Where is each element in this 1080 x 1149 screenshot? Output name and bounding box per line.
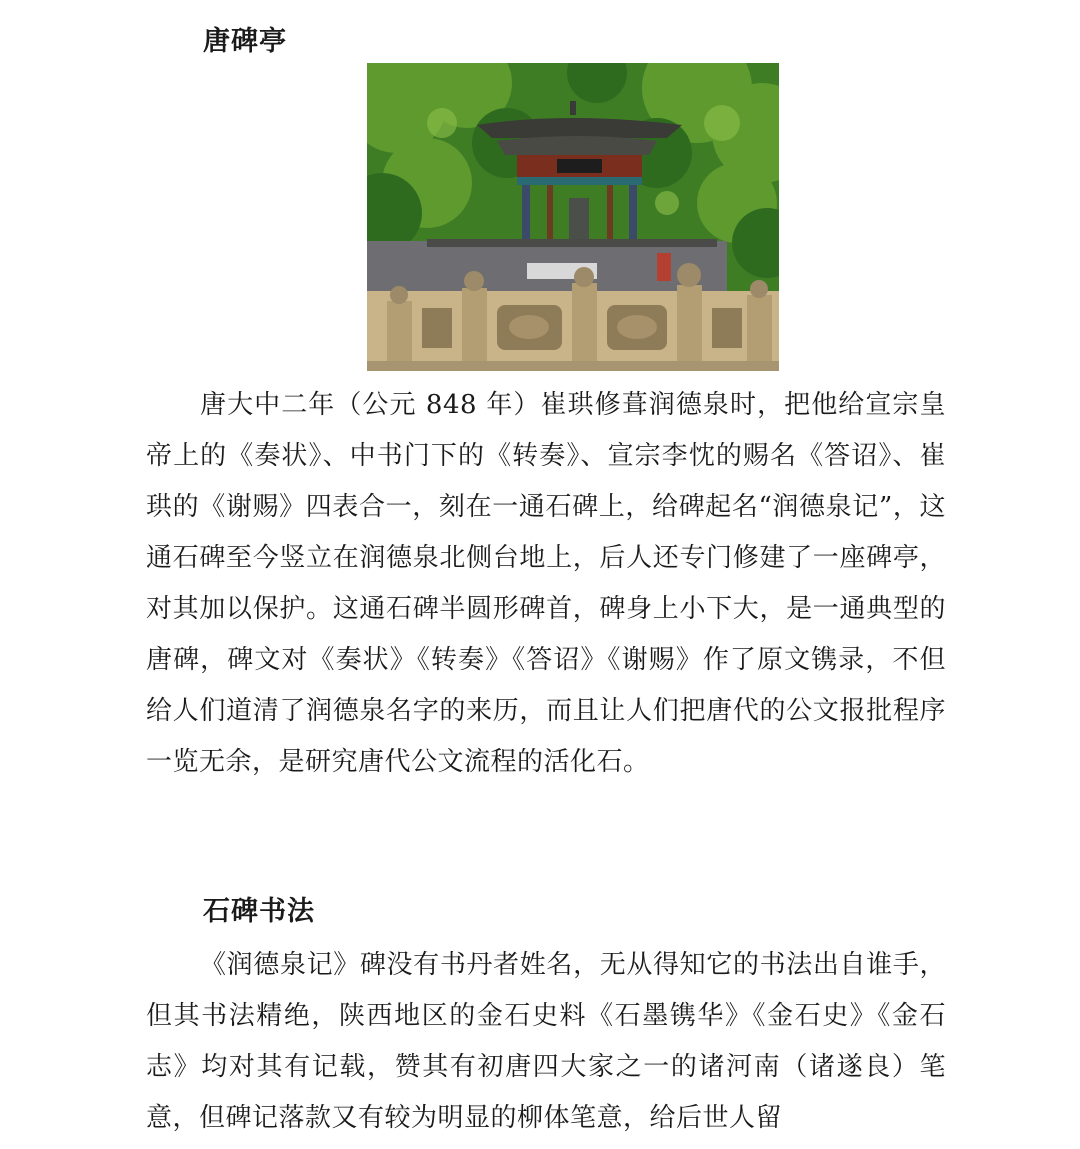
- section-heading-calligraphy: 石碑书法: [203, 896, 315, 927]
- section-paragraph-calligraphy: 《润德泉记》碑没有书丹者姓名，无从得知它的书法出自谁手，但其书法精绝，陕西地区的金石史料《石墨镌华》《金石史》《金石志》均对其有记载，赞其有初唐四大家之一的诸河南（诸遂良）笔意，但碑记落款又有较为明显的柳体笔意，给后世人留: [146, 950, 946, 1133]
- pavilion-photo-image: [367, 63, 779, 371]
- section-paragraph-pavilion: 唐大中二年（公元 848 年）崔珙修葺润德泉时，把他给宣宗皇帝上的《奏状》、中书门下的《转奏》、宣宗李忱的赐名《答诏》、崔珙的《谢赐》四表合一，刻在一通石碑上，给碑起名“润德泉记”，这通石碑至今竖立在润德泉北侧台地上，后人还专门修建了一座碑亭，对其加以保护。这通石碑半圆形碑首，碑身上小下大，是一通典型的唐碑，碑文对《奏状》《转奏》《答诏》《谢赐》作了原文镌录，不但给人们道清了润德泉名字的来历，而且让人们把唐代的公文报批程序一览无余，是研究唐代公文流程的活化石。: [146, 390, 946, 777]
- pavilion-photo: [367, 63, 779, 371]
- section-heading-pavilion: 唐碑亭: [203, 26, 287, 57]
